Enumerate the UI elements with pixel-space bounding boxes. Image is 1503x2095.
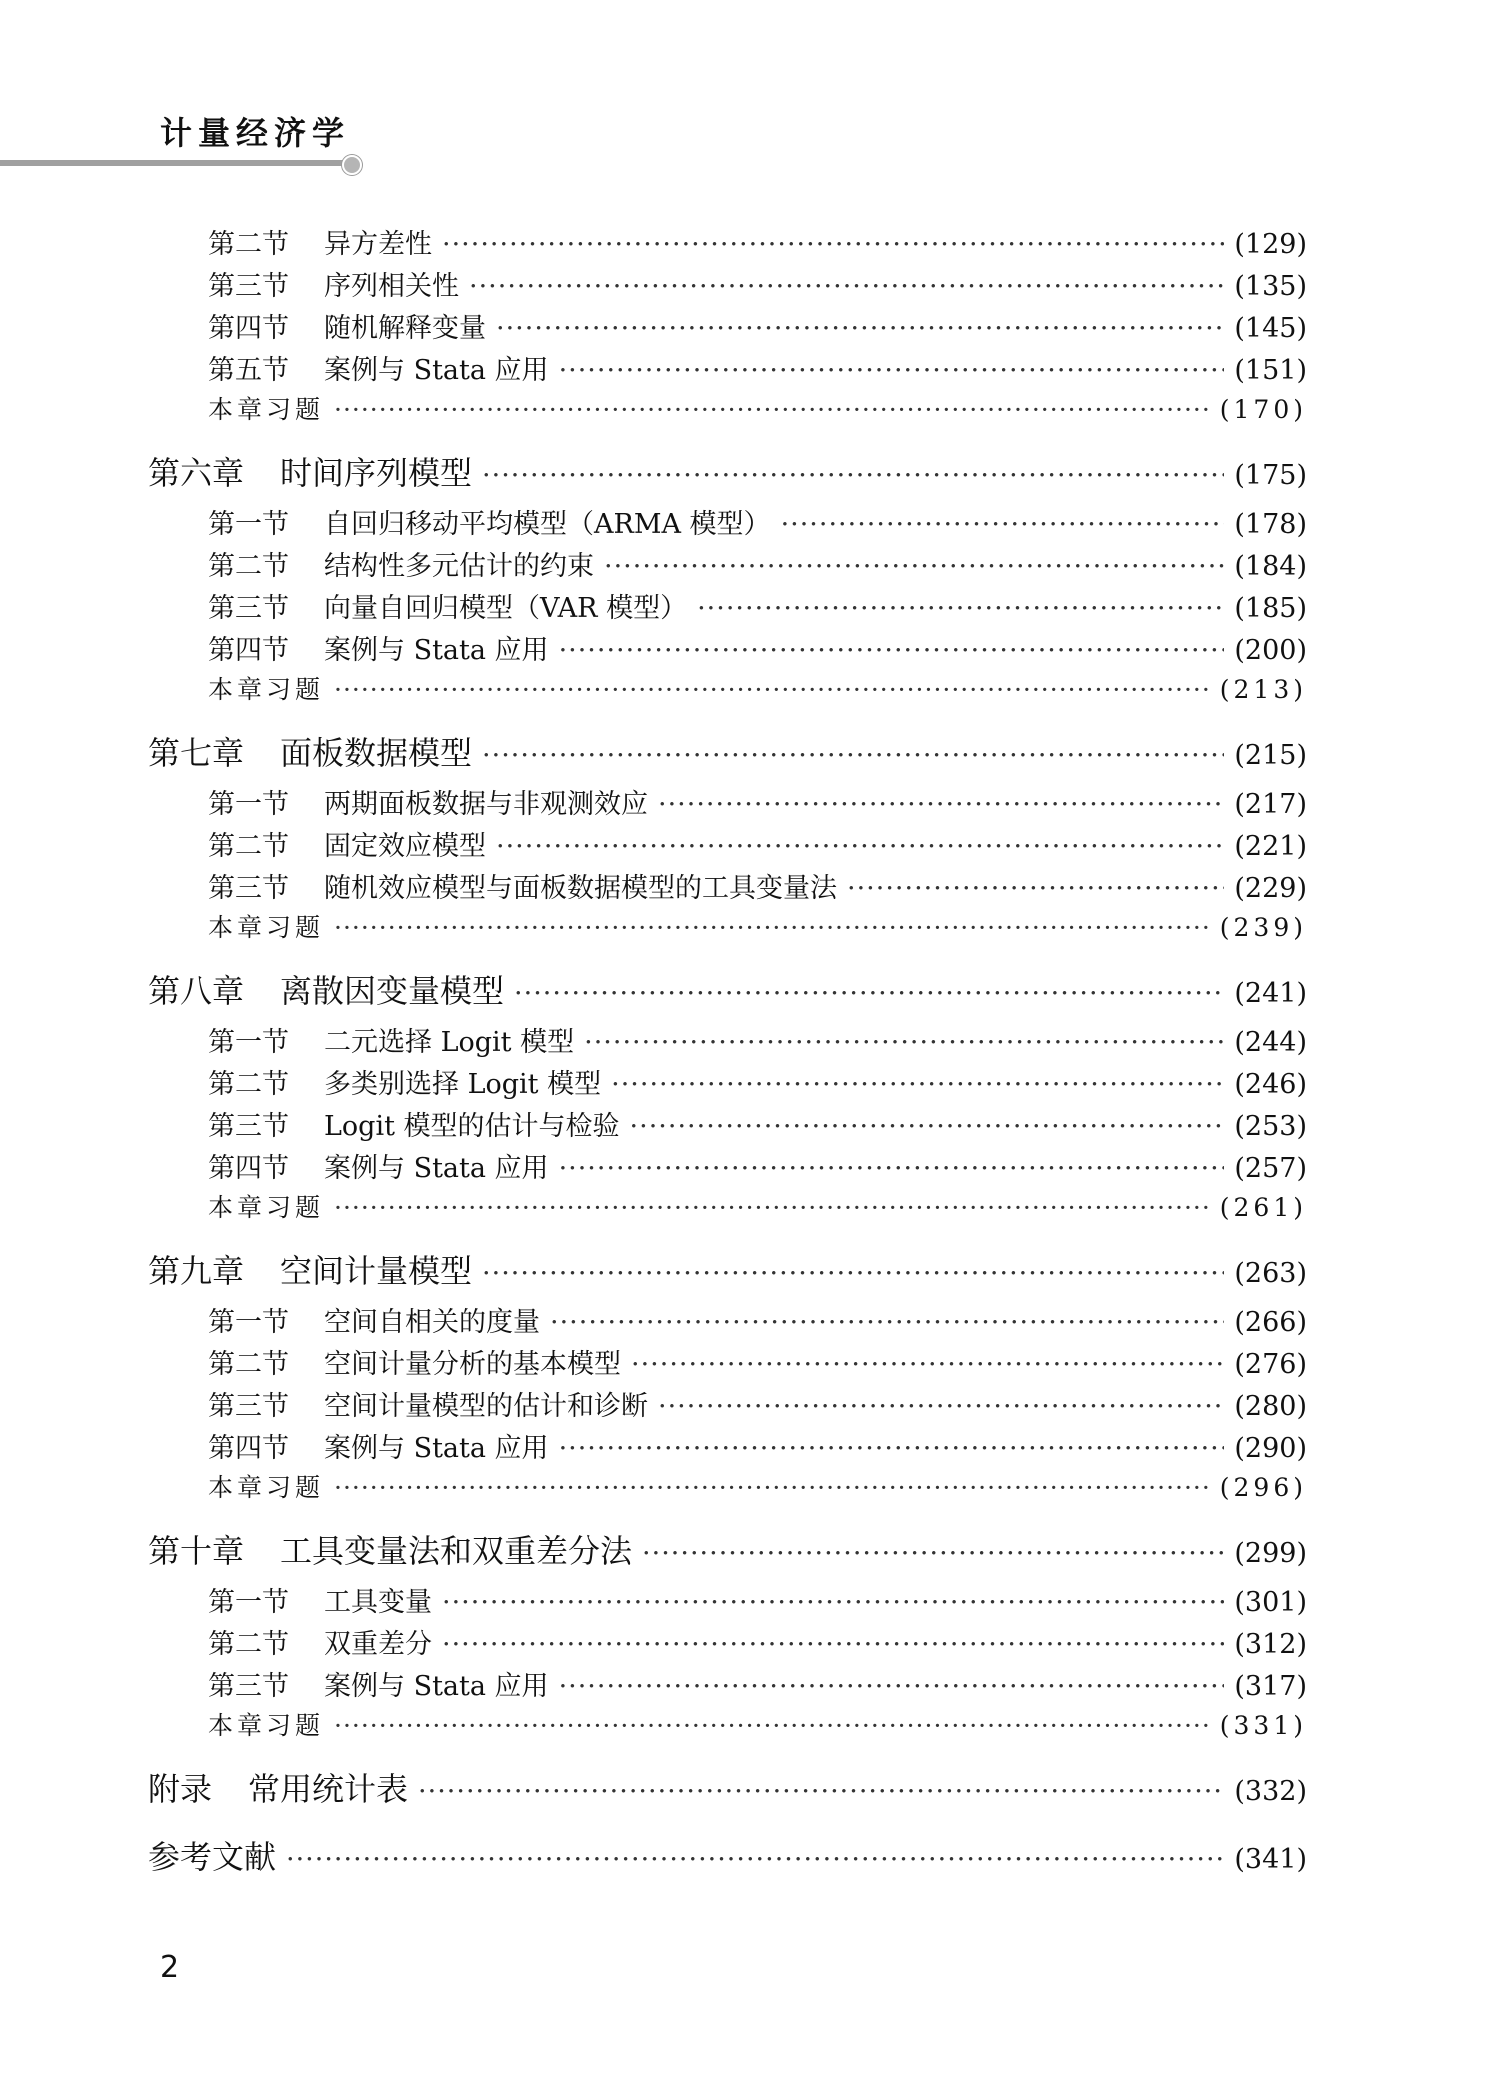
toc-section-title: 案例与 Stata 应用: [324, 635, 549, 666]
toc-exercise-title: 本章习题: [208, 1711, 325, 1740]
toc-chapter-row[interactable]: [148, 448, 1307, 494]
toc-section-title: 空间计量模型的估计和诊断: [324, 1391, 648, 1422]
toc-chapter-row[interactable]: [148, 966, 1307, 1012]
toc-page-ref: (341): [1234, 1844, 1307, 1875]
dot-leader: [334, 913, 1210, 942]
toc-page-ref: (246): [1234, 1069, 1307, 1100]
toc-page-ref: (170): [1219, 395, 1307, 424]
toc-chapter-title: 离散因变量模型: [280, 972, 505, 1010]
toc-section-row[interactable]: [208, 348, 1307, 387]
dot-leader: [442, 229, 1224, 260]
dot-leader: [658, 789, 1224, 820]
toc-chapter-number: 第六章: [148, 454, 245, 492]
toc-chapter-title: 常用统计表: [248, 1770, 409, 1808]
toc-chapter-row[interactable]: [148, 1526, 1307, 1572]
toc-page-ref: (215): [1234, 740, 1307, 771]
dot-leader: [630, 1111, 1225, 1142]
toc-section-row[interactable]: [208, 264, 1307, 303]
toc-section-title: 工具变量: [324, 1587, 432, 1618]
toc-section-title: 随机解释变量: [324, 313, 486, 344]
toc-section-row[interactable]: [208, 1020, 1307, 1059]
toc-exercise-row[interactable]: [208, 1188, 1307, 1224]
running-header-title: 计量经济学: [160, 114, 351, 152]
toc-page-ref: (221): [1234, 831, 1307, 862]
dot-leader: [642, 1538, 1224, 1569]
toc-page-ref: (239): [1219, 913, 1307, 942]
toc-section-title: 二元选择 Logit 模型: [324, 1027, 575, 1058]
dot-leader: [584, 1027, 1224, 1058]
toc-page-ref: (213): [1219, 675, 1307, 704]
toc-page-ref: (280): [1234, 1391, 1307, 1422]
toc-section-row[interactable]: [208, 1426, 1307, 1465]
toc-exercise-title: 本章习题: [208, 913, 325, 942]
toc-section-title: 自回归移动平均模型（ARMA 模型）: [324, 509, 771, 540]
toc-page-ref: (276): [1234, 1349, 1307, 1380]
header-rule: [0, 160, 350, 166]
toc-chapter-number: 第七章: [148, 734, 245, 772]
toc-section-number: 第一节: [208, 509, 289, 540]
toc-section-row[interactable]: [208, 1300, 1307, 1339]
dot-leader: [559, 355, 1225, 386]
toc-page-ref: (317): [1234, 1671, 1307, 1702]
toc-section-number: 第二节: [208, 229, 289, 260]
toc-chapter-title: 面板数据模型: [280, 734, 473, 772]
toc-section-number: 第二节: [208, 831, 289, 862]
dot-leader: [334, 395, 1210, 424]
toc-chapter-number: 附录: [148, 1770, 213, 1808]
toc-section-row[interactable]: [208, 222, 1307, 261]
toc-section-title: 两期面板数据与非观测效应: [324, 789, 648, 820]
dot-leader: [611, 1069, 1224, 1100]
toc-exercise-title: 本章习题: [208, 1473, 325, 1502]
toc-section-number: 第二节: [208, 1629, 289, 1660]
toc-chapter-number: 第九章: [148, 1252, 245, 1290]
toc-section-row[interactable]: [208, 782, 1307, 821]
toc-section-title: 空间自相关的度量: [324, 1307, 540, 1338]
toc-chapter-number: 第八章: [148, 972, 245, 1010]
toc-section-title: 随机效应模型与面板数据模型的工具变量法: [324, 873, 837, 904]
dot-leader: [559, 1671, 1225, 1702]
toc-section-number: 第三节: [208, 1671, 289, 1702]
toc-section-title: 异方差性: [324, 229, 432, 260]
toc-page-ref: (266): [1234, 1307, 1307, 1338]
toc-section-title: 多类别选择 Logit 模型: [324, 1069, 602, 1100]
dot-leader: [418, 1776, 1224, 1807]
dot-leader: [847, 873, 1224, 904]
toc-page-ref: (185): [1234, 593, 1307, 624]
dot-leader: [482, 1258, 1224, 1289]
toc-section-row[interactable]: [208, 824, 1307, 863]
toc-section-row[interactable]: [208, 1104, 1307, 1143]
toc-exercise-row[interactable]: [208, 908, 1307, 944]
toc-page-ref: (135): [1234, 271, 1307, 302]
toc-page-ref: (200): [1234, 635, 1307, 666]
toc-section-number: 第四节: [208, 635, 289, 666]
toc-section-number: 第一节: [208, 1027, 289, 1058]
toc-chapter-title: 参考文献: [148, 1838, 277, 1876]
dot-leader: [442, 1629, 1224, 1660]
dot-leader: [334, 675, 1210, 704]
dot-leader: [631, 1349, 1224, 1380]
toc-section-number: 第五节: [208, 355, 289, 386]
toc-page-ref: (145): [1234, 313, 1307, 344]
toc-chapter-row[interactable]: [148, 728, 1307, 774]
dot-leader: [496, 831, 1224, 862]
dot-leader: [550, 1307, 1224, 1338]
toc-chapter-row[interactable]: [148, 1764, 1307, 1810]
toc-page-ref: (261): [1219, 1193, 1307, 1222]
toc-page-ref: (312): [1234, 1629, 1307, 1660]
toc-section-row[interactable]: [208, 1062, 1307, 1101]
dot-leader: [482, 460, 1224, 491]
toc-section-row[interactable]: [208, 628, 1307, 667]
toc-page-ref: (263): [1234, 1258, 1307, 1289]
dot-leader: [559, 1153, 1225, 1184]
toc-section-row[interactable]: [208, 1342, 1307, 1381]
toc-page-ref: (217): [1234, 789, 1307, 820]
toc-section-row[interactable]: [208, 306, 1307, 345]
toc-section-number: 第三节: [208, 593, 289, 624]
toc-exercise-row[interactable]: [208, 1706, 1307, 1742]
toc-page-ref: (299): [1234, 1538, 1307, 1569]
dot-leader: [496, 313, 1224, 344]
toc-section-number: 第一节: [208, 789, 289, 820]
toc-exercise-title: 本章习题: [208, 1193, 325, 1222]
toc-section-title: 序列相关性: [324, 271, 459, 302]
toc-section-title: Logit 模型的估计与检验: [324, 1111, 620, 1142]
dot-leader: [658, 1391, 1224, 1422]
toc-page-ref: (332): [1234, 1776, 1307, 1807]
toc-page-ref: (290): [1234, 1433, 1307, 1464]
toc-section-number: 第四节: [208, 1433, 289, 1464]
toc-page-ref: (178): [1234, 509, 1307, 540]
toc-page-ref: (129): [1234, 229, 1307, 260]
toc-section-title: 案例与 Stata 应用: [324, 1671, 549, 1702]
toc-page-ref: (244): [1234, 1027, 1307, 1058]
toc-section-number: 第一节: [208, 1587, 289, 1618]
toc-section-title: 结构性多元估计的约束: [324, 551, 594, 582]
dot-leader: [334, 1193, 1210, 1222]
toc-section-row[interactable]: [208, 866, 1307, 905]
header-rule-dot: [342, 155, 362, 175]
dot-leader: [482, 740, 1224, 771]
toc-section-title: 双重差分: [324, 1629, 432, 1660]
toc-page-ref: (253): [1234, 1111, 1307, 1142]
page-number: 2: [160, 1950, 180, 1985]
dot-leader: [442, 1587, 1224, 1618]
toc-page-ref: (151): [1234, 355, 1307, 386]
toc-page-ref: (257): [1234, 1153, 1307, 1184]
toc-section-row[interactable]: [208, 1622, 1307, 1661]
toc-section-row[interactable]: [208, 1146, 1307, 1185]
toc-chapter-title: 时间序列模型: [280, 454, 473, 492]
toc-chapter-title: 工具变量法和双重差分法: [280, 1532, 633, 1570]
dot-leader: [469, 271, 1224, 302]
toc-page-ref: (331): [1219, 1711, 1307, 1740]
toc-section-number: 第二节: [208, 1349, 289, 1380]
toc-exercise-title: 本章习题: [208, 675, 325, 704]
toc-section-row[interactable]: [208, 1664, 1307, 1703]
toc-section-number: 第四节: [208, 1153, 289, 1184]
toc-page-ref: (301): [1234, 1587, 1307, 1618]
dot-leader: [334, 1711, 1210, 1740]
toc-chapter-number: 第十章: [148, 1532, 245, 1570]
toc-section-number: 第四节: [208, 313, 289, 344]
toc-section-title: 案例与 Stata 应用: [324, 1433, 549, 1464]
toc-section-row[interactable]: [208, 1384, 1307, 1423]
toc-section-number: 第三节: [208, 271, 289, 302]
toc-section-number: 第三节: [208, 1111, 289, 1142]
toc-section-number: 第三节: [208, 873, 289, 904]
toc-page-ref: (296): [1219, 1473, 1307, 1502]
dot-leader: [559, 635, 1225, 666]
dot-leader: [334, 1473, 1210, 1502]
toc-section-number: 第二节: [208, 551, 289, 582]
toc-section-title: 案例与 Stata 应用: [324, 355, 549, 386]
toc-chapter-title: 空间计量模型: [280, 1252, 473, 1290]
toc-chapter-row[interactable]: [148, 1246, 1307, 1292]
toc-exercise-row[interactable]: [208, 390, 1307, 426]
toc-exercise-row[interactable]: [208, 1468, 1307, 1504]
toc-section-number: 第三节: [208, 1391, 289, 1422]
toc-section-number: 第二节: [208, 1069, 289, 1100]
dot-leader: [697, 593, 1224, 624]
dot-leader: [514, 978, 1224, 1009]
toc-exercise-title: 本章习题: [208, 395, 325, 424]
dot-leader: [781, 509, 1225, 540]
toc-section-row[interactable]: [208, 502, 1307, 541]
toc-page-ref: (184): [1234, 551, 1307, 582]
toc-section-title: 向量自回归模型（VAR 模型）: [324, 593, 688, 624]
toc-chapter-row[interactable]: [148, 1832, 1307, 1878]
dot-leader: [559, 1433, 1225, 1464]
toc-section-title: 空间计量分析的基本模型: [324, 1349, 621, 1380]
toc-section-title: 案例与 Stata 应用: [324, 1153, 549, 1184]
toc-section-row[interactable]: [208, 586, 1307, 625]
toc-section-row[interactable]: [208, 1580, 1307, 1619]
toc-section-row[interactable]: [208, 544, 1307, 583]
toc-page-ref: (229): [1234, 873, 1307, 904]
toc-section-title: 固定效应模型: [324, 831, 486, 862]
toc-page-ref: (175): [1234, 460, 1307, 491]
toc-exercise-row[interactable]: [208, 670, 1307, 706]
toc-page-ref: (241): [1234, 978, 1307, 1009]
dot-leader: [604, 551, 1224, 582]
dot-leader: [286, 1844, 1224, 1875]
toc-section-number: 第一节: [208, 1307, 289, 1338]
